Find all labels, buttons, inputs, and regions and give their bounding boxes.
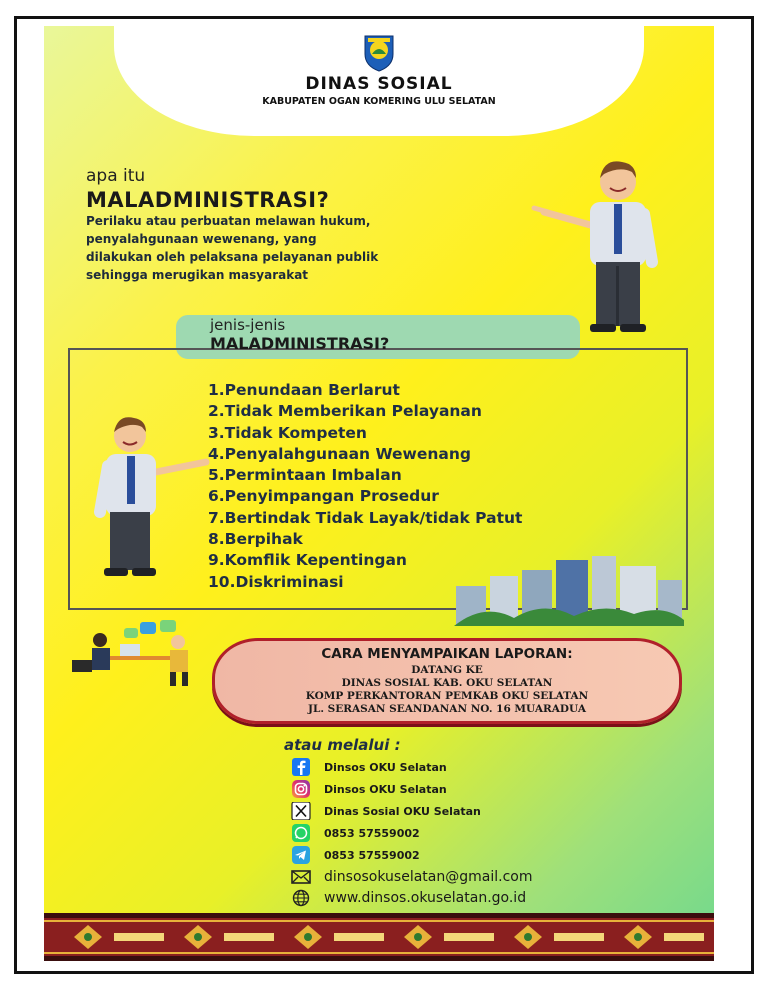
list-item: 3.Tidak Kompeten	[208, 423, 367, 442]
list-item: 10.Diskriminasi	[208, 572, 344, 591]
list-item: 8.Berpihak	[208, 530, 303, 549]
poster	[44, 26, 714, 961]
list-item: 9.Komflik Kepentingan	[208, 551, 407, 570]
contact-x-twitter[interactable]	[290, 801, 481, 821]
report-title: CARA MENYAMPAIKAN LAPORAN:	[321, 646, 573, 662]
list-item: 5.Permintaan Imbalan	[208, 466, 402, 485]
city-skyline-illustration	[454, 556, 684, 626]
contact-instagram[interactable]	[290, 779, 447, 799]
contact-text: Dinsos OKU Selatan	[324, 782, 447, 796]
contact-text: 0853 57559002	[324, 848, 420, 862]
contact-text: dinsosokuselatan@gmail.com	[324, 869, 533, 885]
definition-text	[86, 212, 576, 284]
definition-line: Perilaku atau perbuatan melawan hukum,	[86, 214, 371, 228]
contacts-intro: atau melalui :	[284, 736, 401, 754]
contact-text: www.dinsos.okuselatan.go.id	[324, 890, 527, 906]
telegram-icon	[290, 846, 312, 864]
definition-line: sehingga merugikan masyarakat	[86, 268, 309, 282]
definition-line: dilakukan oleh pelaksana pelayanan publik	[86, 250, 379, 264]
report-line: KOMP PERKANTORAN PEMKAB OKU SELATAN	[305, 690, 589, 702]
report-line: DATANG KE	[411, 664, 483, 676]
list-item: 1.Penundaan Berlarut	[208, 381, 400, 399]
report-line: JL. SERASAN SEANDANAN NO. 16 MUARADUA	[308, 703, 586, 715]
presenter-man-illustration	[524, 154, 674, 340]
contact-text: Dinas Sosial OKU Selatan	[324, 804, 481, 818]
contact-website[interactable]	[290, 888, 526, 908]
contact-whatsapp[interactable]	[290, 823, 420, 843]
instagram-icon	[290, 780, 312, 798]
whatsapp-icon	[290, 824, 312, 842]
contact-text: 0853 57559002	[324, 826, 420, 840]
types-label: jenis-jenis	[210, 316, 286, 334]
report-line: DINAS SOSIAL KAB. OKU SELATAN	[341, 677, 553, 689]
contact-email[interactable]	[290, 867, 532, 887]
contact-telegram[interactable]	[290, 845, 420, 865]
list-item: 7.Bertindak Tidak Layak/tidak Patut	[208, 508, 523, 527]
facebook-icon	[290, 758, 312, 776]
contact-facebook[interactable]	[290, 757, 447, 777]
x-twitter-icon	[290, 802, 312, 820]
list-item: 6.Penyimpangan Prosedur	[208, 487, 439, 506]
regency-emblem-logo	[362, 32, 396, 72]
presenter-man-illustration-2	[88, 412, 218, 580]
org-subtitle: KABUPATEN OGAN KOMERING ULU SELATAN	[262, 96, 496, 107]
songket-pattern-footer	[44, 913, 714, 961]
contact-text: Dinsos OKU Selatan	[324, 760, 447, 774]
intro-question: apa itu	[86, 166, 146, 186]
types-heading: MALADMINISTRASI?	[210, 334, 390, 353]
globe-icon	[290, 889, 312, 907]
list-item: 2.Tidak Memberikan Pelayanan	[208, 402, 482, 421]
email-icon	[290, 868, 312, 886]
list-item: 4.Penyalahgunaan Wewenang	[208, 444, 471, 463]
office-meeting-illustration	[70, 620, 210, 688]
org-title: DINAS SOSIAL	[305, 74, 453, 94]
intro-heading: MALADMINISTRASI?	[86, 188, 330, 212]
definition-line: penyalahgunaan wewenang, yang	[86, 232, 317, 246]
